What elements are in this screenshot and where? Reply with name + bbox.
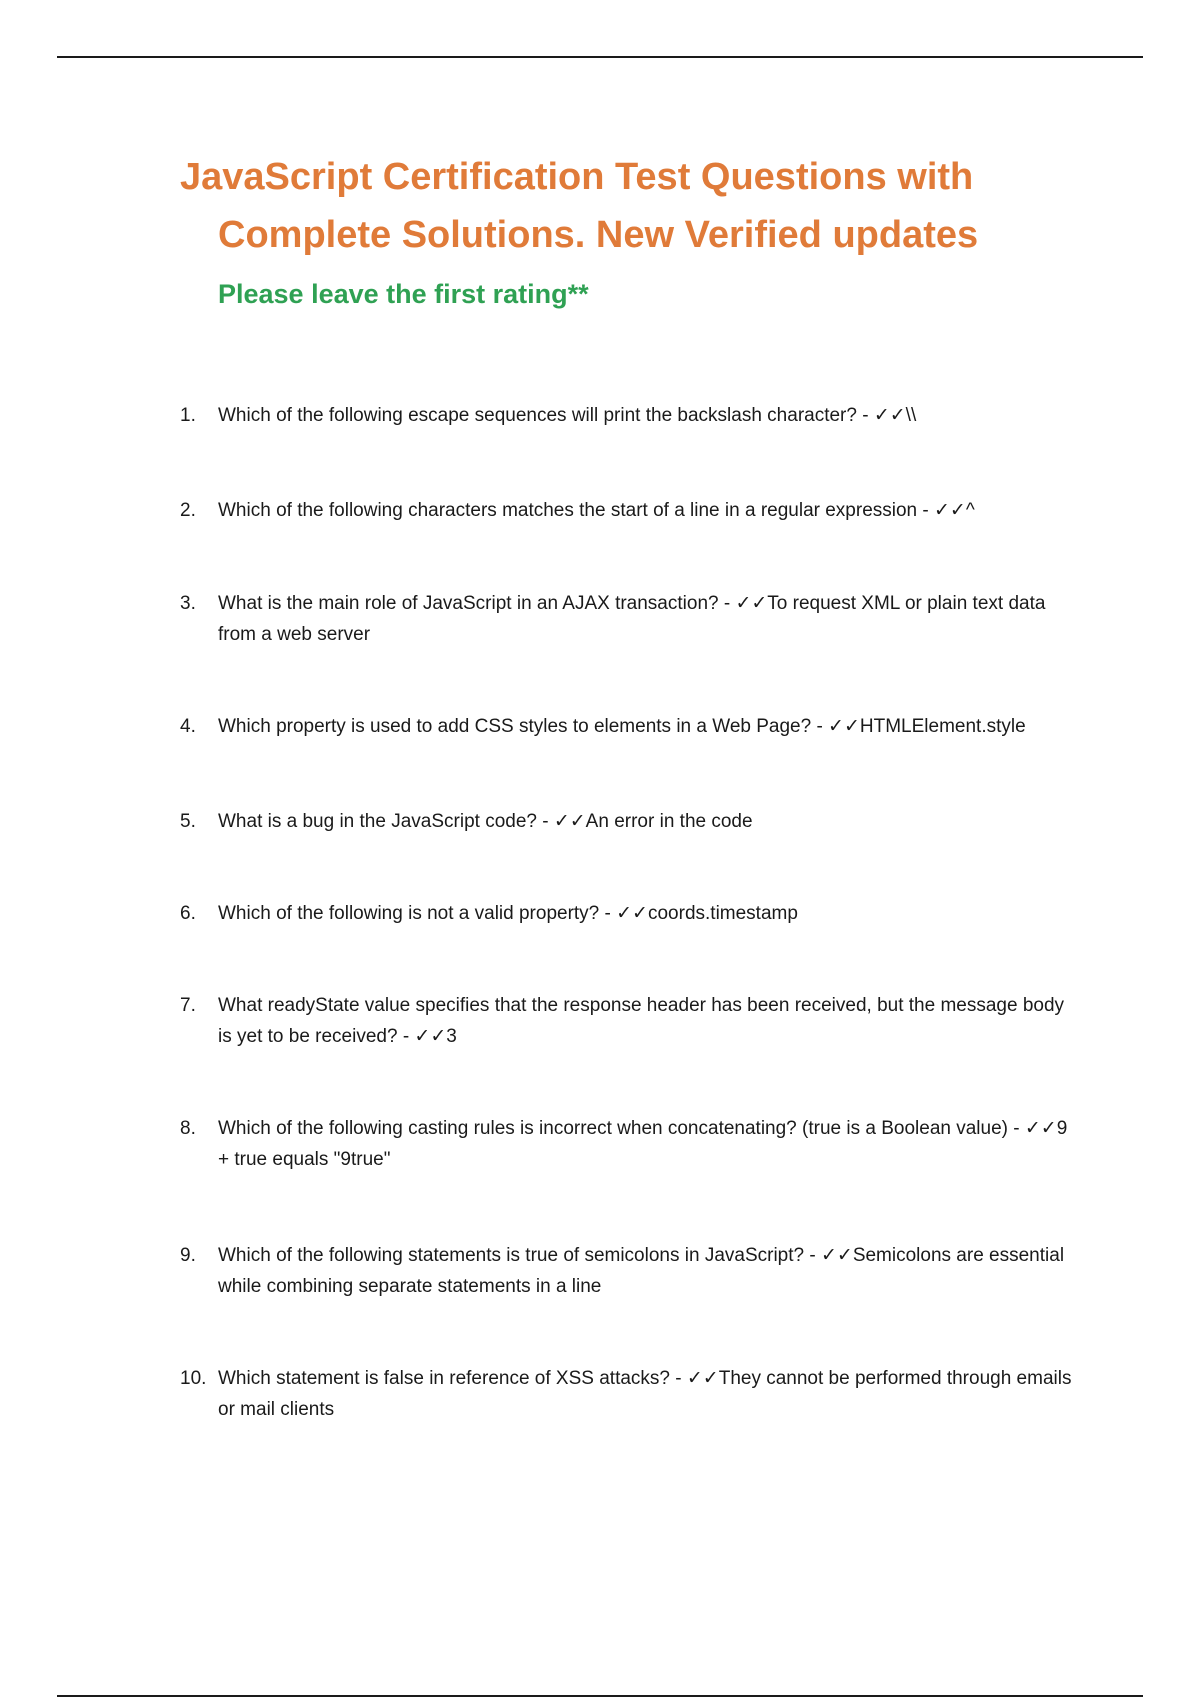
question-text: Which of the following statements is true of semicolons in JavaScript? - ✓✓Semicolons are essential while combining separate statements in a line bbox=[218, 1245, 1065, 1297]
question-number: 6. bbox=[180, 903, 196, 924]
question-number: 1. bbox=[180, 405, 196, 426]
question-text: Which of the following casting rules is incorrect when concatenating? (true is a Boolean value) - ✓✓9 + true equals "9true" bbox=[218, 1118, 1068, 1170]
question-text: Which property is used to add CSS styles to elements in a Web Page? - ✓✓HTMLElement.style bbox=[218, 716, 1026, 737]
question-number: 3. bbox=[180, 593, 196, 614]
question-item bbox=[180, 400, 1080, 431]
question-number: 7. bbox=[180, 995, 196, 1016]
document-title: JavaScript Certification Test Questions with Complete Solutions. New Verified updates bbox=[180, 156, 979, 256]
question-item bbox=[180, 898, 1080, 929]
question-number: 9. bbox=[180, 1245, 196, 1266]
question-text: Which of the following escape sequences will print the backslash character? - ✓✓\\ bbox=[218, 405, 917, 426]
question-item bbox=[180, 990, 1080, 1052]
question-number: 10. bbox=[180, 1368, 207, 1389]
bottom-divider bbox=[57, 1695, 1143, 1697]
question-text: What readyState value specifies that the response header has been received, but the message body is yet to be received? - ✓✓3 bbox=[218, 995, 1065, 1047]
top-divider bbox=[57, 56, 1143, 58]
question-text: What is a bug in the JavaScript code? - ✓✓An error in the code bbox=[218, 811, 753, 832]
question-item bbox=[180, 495, 1080, 526]
question-text: Which of the following is not a valid property? - ✓✓coords.timestamp bbox=[218, 903, 798, 924]
question-number: 4. bbox=[180, 716, 196, 737]
question-item bbox=[180, 1363, 1080, 1425]
question-text: Which of the following characters matches the start of a line in a regular expression - ✓✓^ bbox=[218, 500, 975, 521]
question-text: Which statement is false in reference of XSS attacks? - ✓✓They cannot be performed through emails or mail clients bbox=[218, 1368, 1072, 1420]
question-number: 8. bbox=[180, 1118, 196, 1139]
rating-request: Please leave the first rating** bbox=[218, 279, 589, 309]
question-item bbox=[180, 711, 1080, 742]
question-item bbox=[180, 1240, 1080, 1302]
question-number: 2. bbox=[180, 500, 196, 521]
question-item bbox=[180, 806, 1080, 837]
question-item bbox=[180, 1113, 1080, 1175]
question-text: What is the main role of JavaScript in an AJAX transaction? - ✓✓To request XML or plain text data from a web server bbox=[218, 593, 1046, 645]
question-item bbox=[180, 588, 1080, 650]
question-number: 5. bbox=[180, 811, 196, 832]
